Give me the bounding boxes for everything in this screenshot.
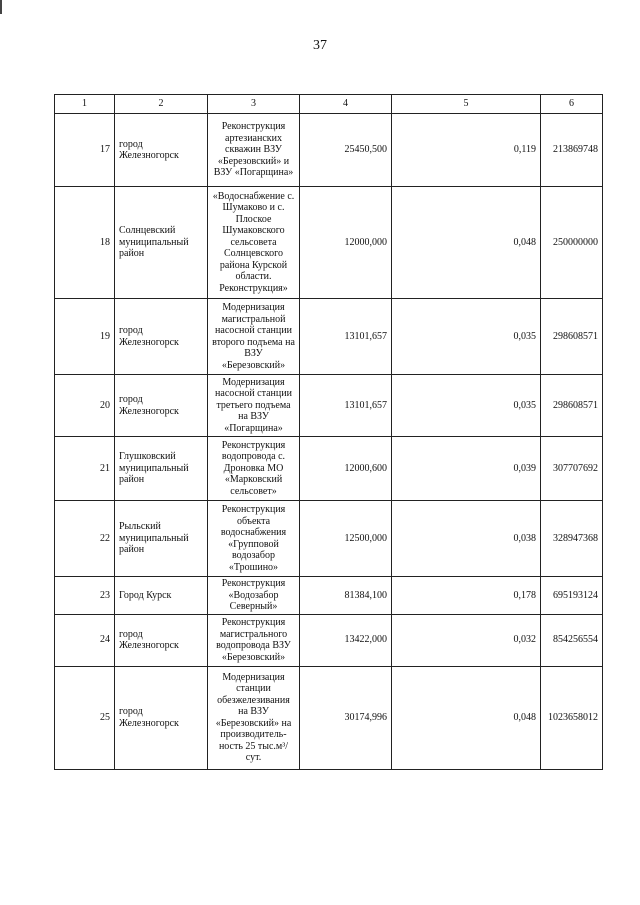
header-cell: 6 <box>541 95 603 114</box>
table-row <box>55 501 603 577</box>
municipality-cell: город Железногорск <box>115 614 208 666</box>
value-cell-5: 0,048 <box>392 666 541 769</box>
value-cell-4: 13101,657 <box>300 375 392 437</box>
project-cell: Реконструкция объекта водоснабжения «Групповой водозабор «Трошино» <box>208 501 300 577</box>
row-number: 19 <box>55 299 115 375</box>
municipality-cell: Глушковский муниципальный район <box>115 437 208 501</box>
table-row <box>55 114 603 187</box>
value-cell-6: 250000000 <box>541 187 603 299</box>
table-row <box>55 666 603 769</box>
value-cell-6: 1023658012 <box>541 666 603 769</box>
value-cell-6: 298608571 <box>541 375 603 437</box>
row-number: 24 <box>55 614 115 666</box>
table-row <box>55 614 603 666</box>
row-number: 18 <box>55 187 115 299</box>
header-cell: 5 <box>392 95 541 114</box>
value-cell-4: 25450,500 <box>300 114 392 187</box>
project-cell: Модернизация насосной станции третьего подъема на ВЗУ «Погарщина» <box>208 375 300 437</box>
value-cell-5: 0,038 <box>392 501 541 577</box>
value-cell-4: 13422,000 <box>300 614 392 666</box>
page-number: 37 <box>313 38 327 53</box>
row-number: 23 <box>55 577 115 615</box>
value-cell-6: 695193124 <box>541 577 603 615</box>
edge-mark <box>0 0 2 14</box>
value-cell-5: 0,178 <box>392 577 541 615</box>
row-number: 25 <box>55 666 115 769</box>
value-cell-4: 13101,657 <box>300 299 392 375</box>
municipality-cell: Рыльский муниципальный район <box>115 501 208 577</box>
table-row <box>55 437 603 501</box>
municipality-cell: город Железногорск <box>115 375 208 437</box>
value-cell-4: 12000,600 <box>300 437 392 501</box>
row-number: 22 <box>55 501 115 577</box>
value-cell-5: 0,119 <box>392 114 541 187</box>
municipality-cell: город Железногорск <box>115 666 208 769</box>
header-cell: 4 <box>300 95 392 114</box>
row-number: 20 <box>55 375 115 437</box>
project-cell: Реконструкция «Водозабор Северный» <box>208 577 300 615</box>
value-cell-4: 30174,996 <box>300 666 392 769</box>
project-cell: Модернизация магистральной насосной станции второго подъема на ВЗУ «Березовский» <box>208 299 300 375</box>
value-cell-5: 0,032 <box>392 614 541 666</box>
value-cell-5: 0,035 <box>392 299 541 375</box>
value-cell-5: 0,039 <box>392 437 541 501</box>
municipality-cell: город Железногорск <box>115 299 208 375</box>
value-cell-6: 328947368 <box>541 501 603 577</box>
header-cell: 1 <box>55 95 115 114</box>
header-cell: 3 <box>208 95 300 114</box>
header-cell: 2 <box>115 95 208 114</box>
municipality-cell: Солнцевский муниципальный район <box>115 187 208 299</box>
value-cell-4: 12000,000 <box>300 187 392 299</box>
data-table <box>54 94 603 770</box>
value-cell-6: 854256554 <box>541 614 603 666</box>
value-cell-5: 0,048 <box>392 187 541 299</box>
project-cell: Реконструкция магистрального водопровода ВЗУ «Березовский» <box>208 614 300 666</box>
project-cell: Реконструкция артезианских скважин ВЗУ «Березовский» и ВЗУ «Погарщина» <box>208 114 300 187</box>
municipality-cell: город Железногорск <box>115 114 208 187</box>
project-cell: Реконструкция водопровода с. Дроновка МО «Марковский сельсовет» <box>208 437 300 501</box>
table-row <box>55 187 603 299</box>
row-number: 17 <box>55 114 115 187</box>
value-cell-4: 81384,100 <box>300 577 392 615</box>
project-cell: Модернизация станции обезжелезивания на ВЗУ «Березовский» на производитель-ность 25 тыс.м³/сут. <box>208 666 300 769</box>
municipality-cell: Город Курск <box>115 577 208 615</box>
header-row <box>55 95 603 114</box>
table-row <box>55 299 603 375</box>
row-number: 21 <box>55 437 115 501</box>
value-cell-5: 0,035 <box>392 375 541 437</box>
value-cell-6: 307707692 <box>541 437 603 501</box>
project-cell: «Водоснабжение с. Шумаково и с. Плоское Шумаковского сельсовета Солнцевского района Курской области. Реконструкция» <box>208 187 300 299</box>
value-cell-6: 298608571 <box>541 299 603 375</box>
table-row <box>55 375 603 437</box>
value-cell-6: 213869748 <box>541 114 603 187</box>
table-row <box>55 577 603 615</box>
value-cell-4: 12500,000 <box>300 501 392 577</box>
